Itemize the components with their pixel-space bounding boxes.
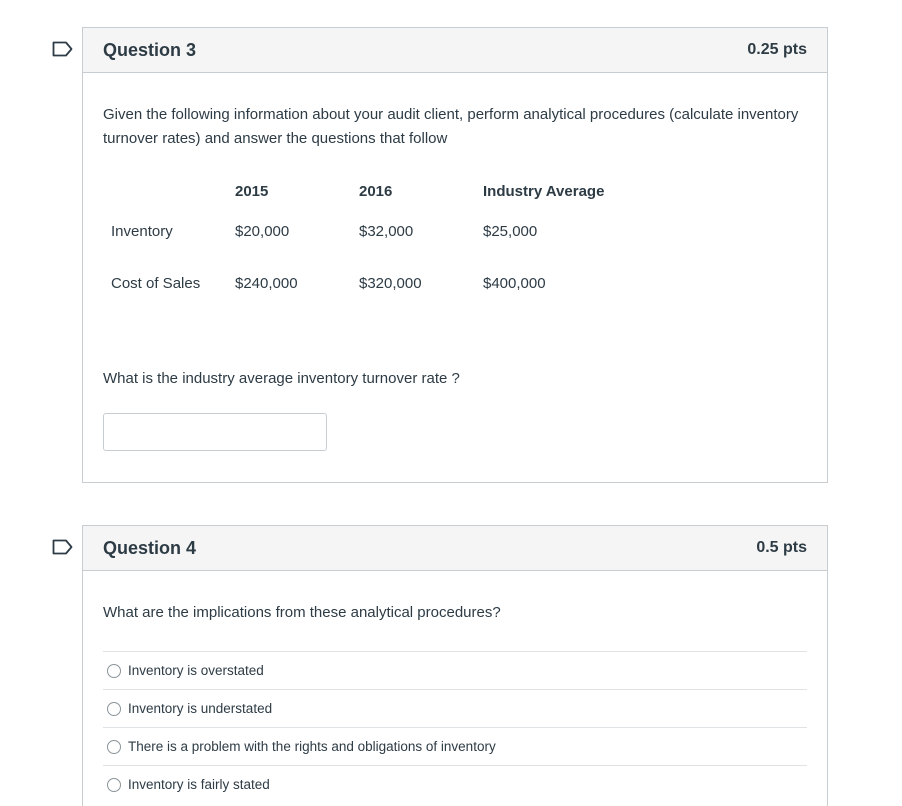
table-cell: $240,000 bbox=[235, 274, 298, 292]
radio-button[interactable] bbox=[107, 702, 121, 716]
radio-button[interactable] bbox=[107, 664, 121, 678]
table-header-cell: 2016 bbox=[359, 182, 393, 200]
answer-input[interactable] bbox=[103, 413, 327, 451]
table-header-cell: 2015 bbox=[235, 182, 269, 200]
inventory-data-table bbox=[105, 177, 627, 309]
question-3-sub-question: What is the industry average inventory turnover rate ? bbox=[103, 370, 460, 387]
question-4-points: 0.5 pts bbox=[756, 539, 807, 556]
question-4-header bbox=[83, 526, 827, 571]
answer-option-label: There is a problem with the rights and obligations of inventory bbox=[128, 739, 496, 754]
question-3-points: 0.25 pts bbox=[747, 41, 807, 58]
question-3 bbox=[82, 27, 828, 483]
answer-option[interactable] bbox=[103, 765, 807, 803]
answer-option-label: Inventory is fairly stated bbox=[128, 777, 270, 792]
table-cell: $32,000 bbox=[359, 222, 414, 240]
question-4-title: Question 4 bbox=[103, 537, 197, 558]
table-header-cell bbox=[105, 177, 229, 205]
answer-option-label: Inventory is understated bbox=[128, 701, 273, 716]
question-3-body bbox=[83, 103, 827, 451]
radio-button[interactable] bbox=[107, 740, 121, 754]
flag-question-3-icon[interactable] bbox=[52, 41, 74, 57]
question-3-prompt: Given the following information about your audit client, perform analytical procedures (calculate inventory turnover rates) and answer the questions that follow bbox=[103, 106, 799, 147]
question-4-body bbox=[83, 601, 827, 803]
table-cell: Cost of Sales bbox=[111, 274, 201, 292]
table-cell: $320,000 bbox=[359, 274, 422, 292]
question-3-header bbox=[83, 28, 827, 73]
table-header-row bbox=[105, 177, 627, 205]
table-cell: Inventory bbox=[111, 222, 173, 240]
answer-option-label: Inventory is overstated bbox=[128, 663, 264, 678]
answer-option[interactable] bbox=[103, 651, 807, 689]
flag-question-4-icon[interactable] bbox=[52, 539, 74, 555]
table-header-cell: Industry Average bbox=[483, 182, 605, 200]
table-cell: $400,000 bbox=[483, 274, 546, 292]
radio-button[interactable] bbox=[107, 778, 121, 792]
answer-options bbox=[103, 651, 807, 803]
table-row bbox=[105, 257, 627, 309]
question-4 bbox=[82, 525, 828, 806]
answer-option[interactable] bbox=[103, 727, 807, 765]
answer-option[interactable] bbox=[103, 689, 807, 727]
table-row bbox=[105, 205, 627, 257]
table-cell: $25,000 bbox=[483, 222, 538, 240]
question-4-prompt: What are the implications from these analytical procedures? bbox=[103, 604, 501, 621]
table-cell: $20,000 bbox=[235, 222, 290, 240]
question-3-title: Question 3 bbox=[103, 39, 197, 60]
